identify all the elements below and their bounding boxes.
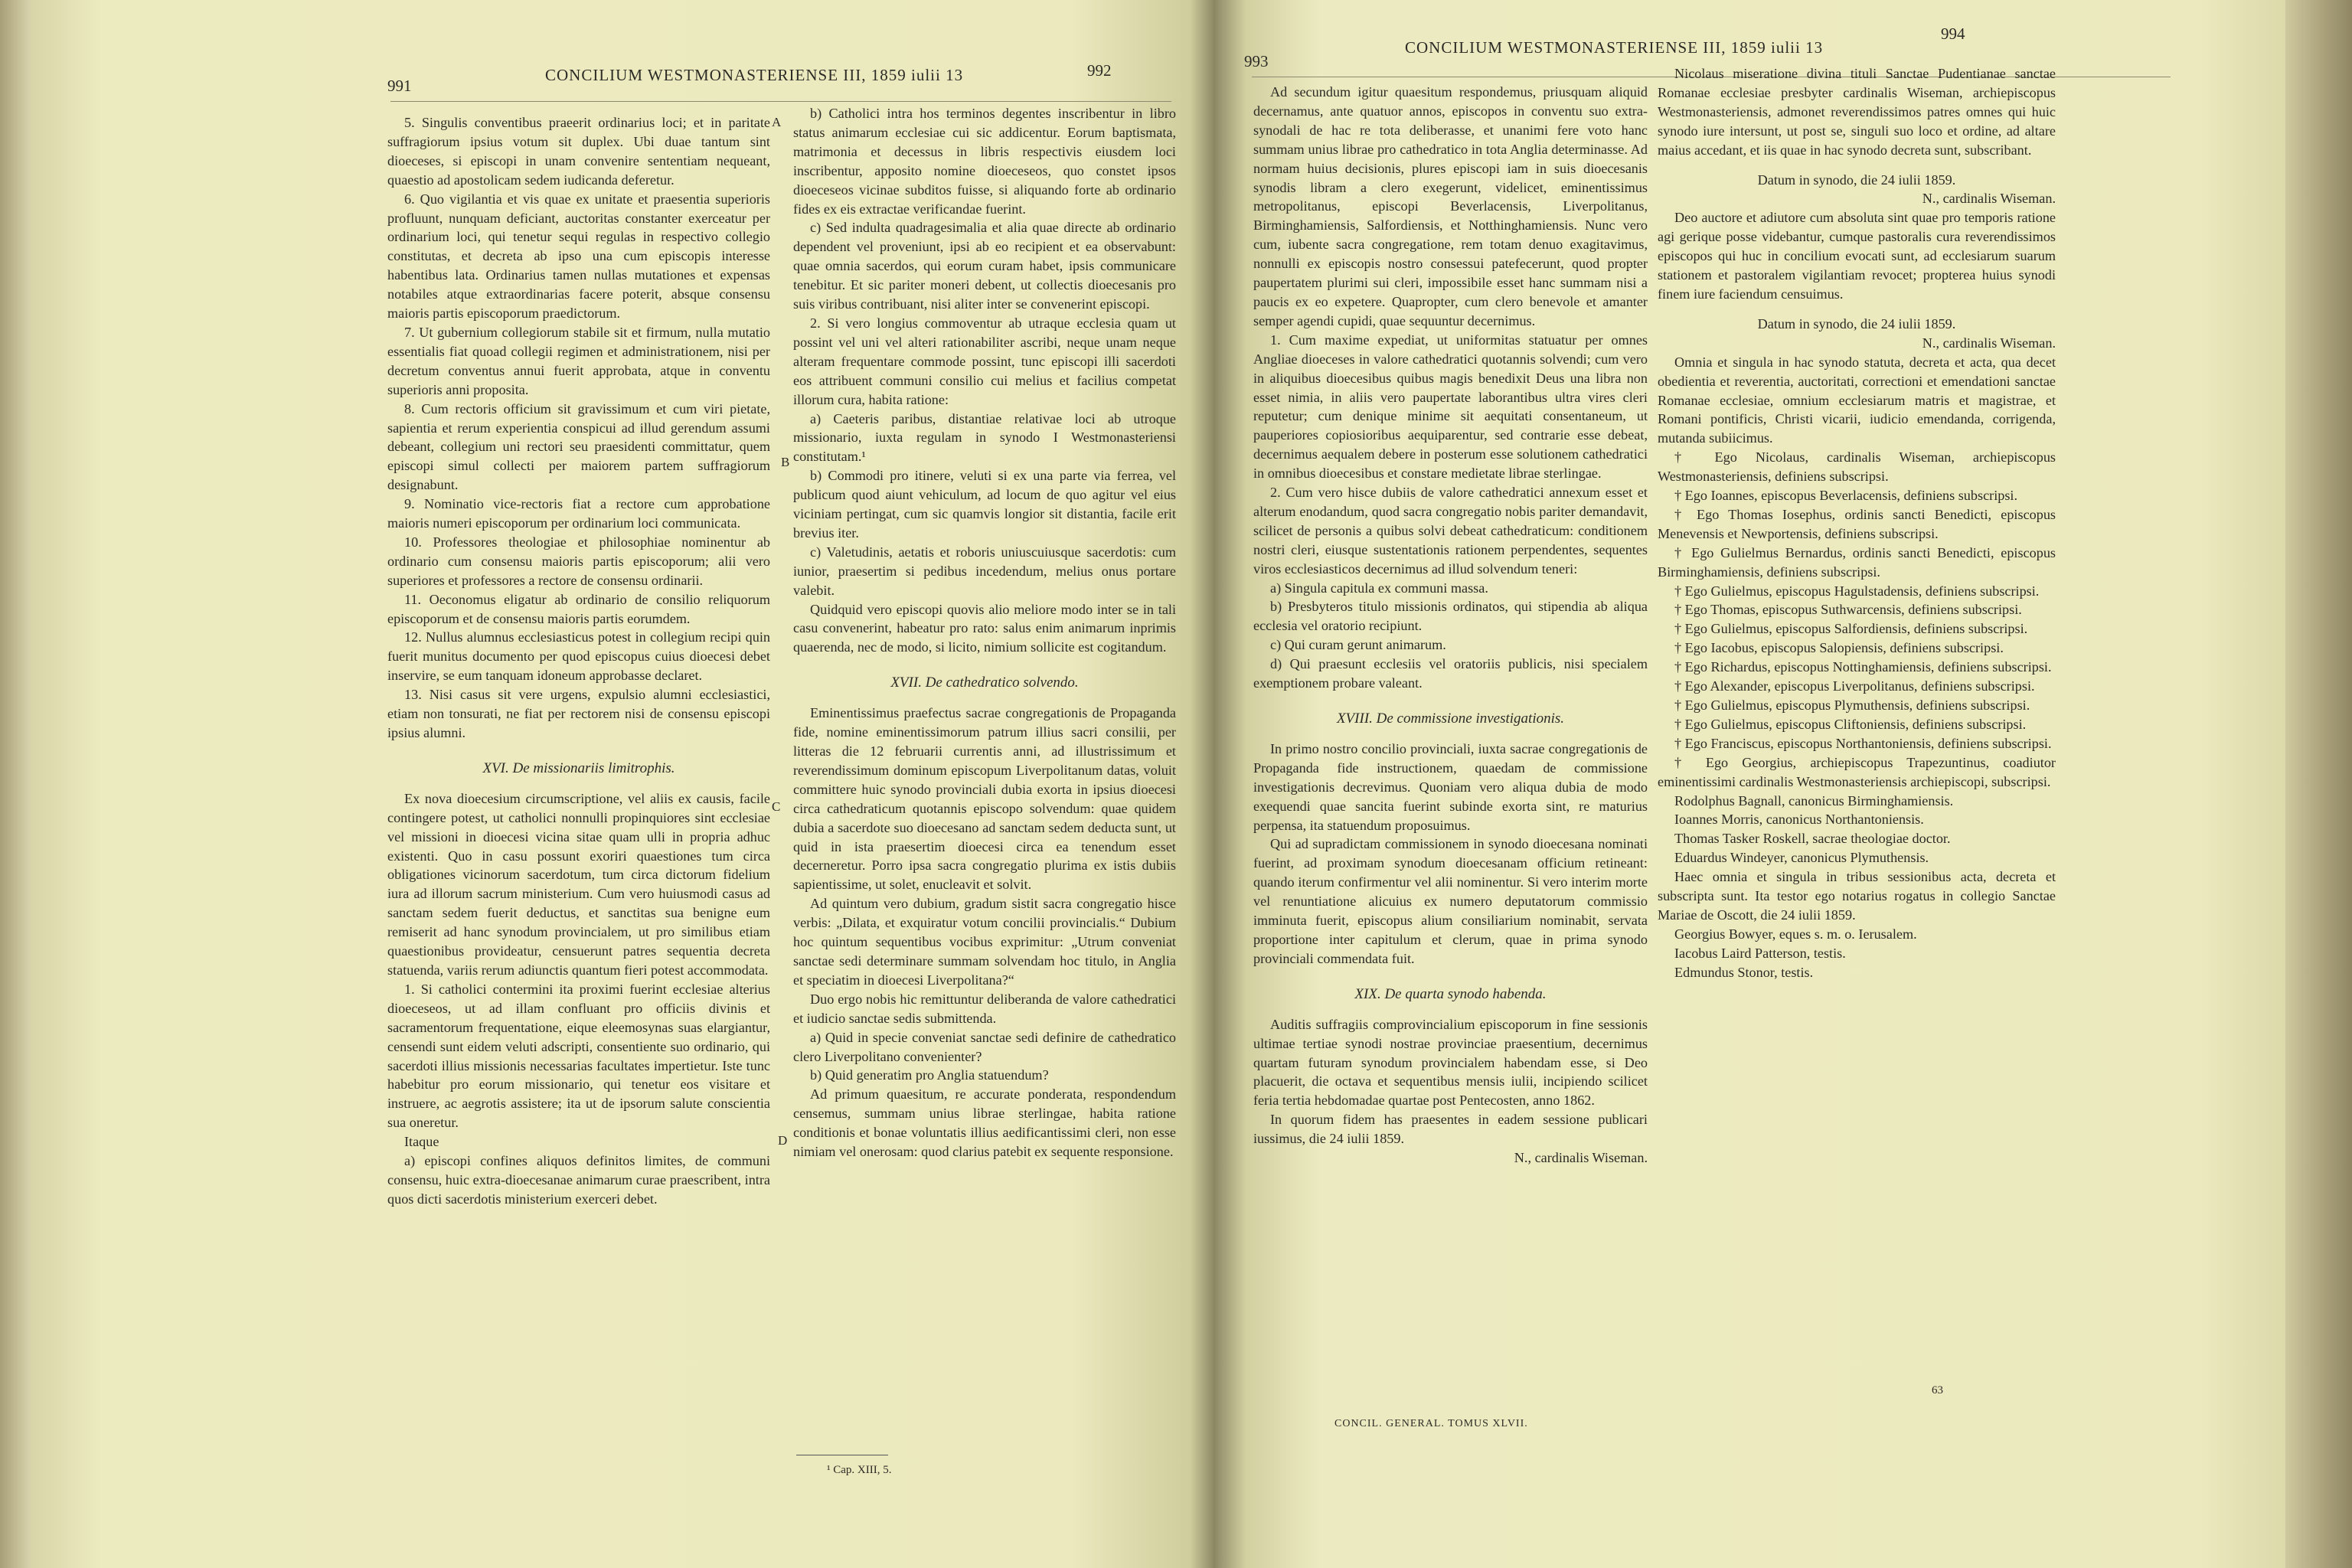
- running-head-left: CONCILIUM WESTMONASTERIENSE III, 1859 iulii 13: [545, 66, 964, 84]
- col2-paragraph: 2. Si vero longius commoventur ab utraque ecclesia quam ut possint vel uni vel alteri rationabiliter ascribi, neque unam neque alteram frequentare commode possint, tunc episcopi illi sacerdoti eos attribuent communi consilio cui melius et facilius competat illorum cura, habita ratione:: [793, 315, 1176, 407]
- margin-letter-c: C: [772, 799, 781, 814]
- dated-line: Datum in synodo, die 24 iulii 1859.: [1757, 315, 1956, 332]
- right-page: [1214, 0, 2285, 1568]
- col2-paragraph: a) Caeteris paribus, distantiae relativae loci ab utroque missionario, iuxta regulam in synodo I Westmonasteriensi constitutam.¹: [793, 410, 1176, 465]
- left-page: [31, 0, 1214, 1568]
- column-4: [1658, 64, 2056, 982]
- col2-paragraph: b) Catholici intra hos terminos degentes inscribentur in libro status animarum ecclesiae cui sic addicentur. Eorum baptismata, matrimonia et decessus in libris respectivis eiusdem loci inscribentur, apposito nomine dioeceseos, quo constet ipsos dioeceseos vicinae subditos fuisse, si aliquando forte ab ordinario fides ex eis extractae verificandae fuerint.: [793, 106, 1176, 217]
- col3-paragraph: Ad secundum igitur quaesitum respondemus, priusquam aliquid decernamus, ante quatuor annos, episcopos in conventu suo extra-synodali de hac re tota deliberasse, et unanimi fere voto hanc summam unius librae pro cathedratico in tota Anglia determinasse. Ad normam huius decisionis, plures episcopi iam in suis dioecesanis synodis libram a clero exegerunt, videlicet, eminentissimus metropolitanus, episcopi Beverlacensis, Liverpolitanus, Birminghamiensis, Salfordiensis, et Notthinghamiensis. Nunc vero cum, iubente sacra congregatione, rem totam denuo exagitavimus, nonnulli ex episcopis nostro consessui patefecerunt, quod propter paupertatem plurimi sui cleri, impossibile esset hanc summam nisi a paucis ex eo expetere. Quapropter, cum clero benevole et amanter semper agendi cupidi, quae sequuntur decernimus.: [1253, 84, 1648, 328]
- col1-paragraph: Ex nova dioecesium circumscriptione, vel aliis ex causis, facile contingere potest, ut catholici nonnulli propinquiores sint ecclesiae vel missioni in dioecesi vicina sitae quam ulli in propria adhuc existenti. Quo in casu possunt exoriri quaestiones tum circa obligationes vicinorum sacerdotum, tum circa dictorum fidelium iura ad illorum sacrum ministerium. Cum vero huiusmodi casus ad sanctam sedem fuerit deductus, et sanctitas sua benigne eum remiserit ad hanc synodum provincialem, ut pro similibus etiam quaestionibus provideatur, censuerunt patres sequentia decreta statuenda, variis rerum adiunctis quantum fieri potest accommodata.: [387, 790, 770, 978]
- col1-paragraph: 1. Si catholici contermini ita proximi fuerint ecclesiae alterius dioeceseos, ut ad illam confluant pro officiis divinis et sacramentorum frequentatione, eique eleemosynas suas elargiantur, censendi sunt eidem veluti adscripti, consentiente suo ordinario, qui sacerdoti illius missionis necessarias facultates impertietur. Iste tunc habebitur pro eorum missionario, qui tenetur eos visitare et instruere, ac aegrotis assistere; ita ut de ipsorum salute conscientia sua oneretur.: [387, 981, 770, 1131]
- footnote: ¹ Cap. XIII, 5.: [827, 1464, 892, 1476]
- col4-paragraph: Georgius Bowyer, eques s. m. o. Ierusalem.: [1674, 926, 1917, 942]
- col4-paragraph: † Ego Gulielmus, episcopus Hagulstadensis, definiens subscripsi.: [1674, 583, 2040, 599]
- col4-paragraph: Thomas Tasker Roskell, sacrae theologiae doctor.: [1674, 831, 1951, 847]
- col2-paragraph: a) Quid in specie conveniat sanctae sedi definire de cathedratico clero Liverpolitano convenienter?: [793, 1029, 1176, 1064]
- bottom-signature-line: CONCIL. GENERAL. TOMUS XLVII.: [1334, 1418, 1528, 1429]
- col1-paragraph: 5. Singulis conventibus praeerit ordinarius loci; et in paritate suffragiorum ipsius votum sit duplex. Ubi duae tantum sint dioeceses, si episcopi in unam convenire sententiam nequeant, quaestio ad apostolicam sedem iudicanda deferetur.: [387, 115, 770, 188]
- section-heading: XVI. De missionariis limitrophis.: [482, 760, 675, 776]
- col1-paragraph: 8. Cum rectoris officium sit gravissimum et cum viri pietate, sapientia et rerum experientia conspicui ad illud gerendum assumi debeant, collegium uni rectori seu praesidenti committatur, quem episcopi simul collecti per maiorem partem suffragiorum designabunt.: [387, 400, 770, 493]
- section-heading: XVII. De cathedratico solvendo.: [890, 675, 1079, 691]
- col2-paragraph: b) Quid generatim pro Anglia statuendum?: [810, 1067, 1049, 1083]
- col4-paragraph: † Ego Alexander, episcopus Liverpolitanus, definiens subscripsi.: [1674, 678, 2035, 694]
- col4-paragraph: † Ego Thomas, episcopus Suthwarcensis, definiens subscripsi.: [1674, 602, 2022, 618]
- signature-name: N., cardinalis Wiseman.: [1922, 335, 2056, 351]
- col4-paragraph: † Ego Gulielmus, episcopus Salfordiensis, definiens subscripsi.: [1674, 621, 2028, 637]
- col3-paragraph: Qui ad supradictam commissionem in synodo dioecesana nominati fuerint, ad proximam synodum dioecesanam officium retineant: quando iterum confirmentur vel alii nominentur. Si vero interim morte vel renuntiatione alicuius ex numero deputatorum commissio imminuta fuerit, episcopus alium consiliarium nominabit, servata proportione inter capitulum et clerum, quae in prima synodo provinciali commendata fuit.: [1253, 836, 1648, 966]
- margin-letter-d: D: [778, 1133, 788, 1148]
- col3-paragraph: In primo nostro concilio provinciali, iuxta sacrae congregationis de Propaganda fide instructionem, quaedam de commissione investigationis decrevimus. Quoniam vero aliqua dubia de modo exequendi quae sancita fuerint subinde exorta sint, re maturius perpensa, ita statuendum proposuimus.: [1253, 740, 1648, 833]
- book-edge-right: [2285, 0, 2352, 1568]
- header-rule-left: [390, 101, 1171, 102]
- col2-paragraph: Quidquid vero episcopi quovis alio meliore modo inter se in tali casu convenerint, habeatur pro rato: salus enim animarum inprimis quaerenda, nec de modo, si licito, nimium sollicite est cogitandum.: [793, 601, 1176, 655]
- col4-paragraph: † Ego Georgius, archiepiscopus Trapezuntinus, coadiutor eminentissimi cardinalis Westmonasteriensis archiepiscopi, subscripsi.: [1658, 754, 2056, 789]
- col3-paragraph: In quorum fidem has praesentes in eadem sessione publicari iussimus, die 24 iulii 1859.: [1253, 1112, 1648, 1147]
- page-number-991: 991: [387, 77, 412, 95]
- running-head-right: CONCILIUM WESTMONASTERIENSE III, 1859 iulii 13: [1405, 38, 1824, 57]
- col3-paragraph: 2. Cum vero hisce dubiis de valore cathedratici annexum esset et alterum enodandum, quod sacra congregatio nobis pariter demandavit, scilicet de personis a quibus solvi debeat cathedraticum: conditionem nostri cleri, eiusque sustentationis rationem perpendentes, sequentes viros ecclesiasticos decernimus ad illud solvendum teneri:: [1253, 485, 1648, 577]
- col1-paragraph: 10. Professores theologiae et philosophiae nominentur ab ordinario cum consensu maioris partis episcoporum; alii vero superiores et professores a rectore de consensu ordinarii.: [387, 534, 770, 588]
- section-heading: XIX. De quarta synodo habenda.: [1354, 985, 1547, 1002]
- col1-paragraph: 6. Quo vigilantia et vis quae ex unitate et praesentia superioris profluunt, nunquam deficiant, auctoritas constanter exerceatur per ordinarium loci, qui tenetur sequi regulas in respectivo collegio constitutas, et decreta ab ipso una cum episcopis interesse habentibus lata. Ordinarius tamen nullas mutationes et expensas notabiles atque extraordinarias facere poterit, absque consensu maioris partis episcoporum praedictorum.: [387, 191, 770, 322]
- col4-paragraph: † Ego Ioannes, episcopus Beverlacensis, definiens subscripsi.: [1674, 488, 2018, 504]
- column-2: [793, 104, 1176, 1161]
- signature-mark: 63: [1932, 1384, 1943, 1396]
- page-number-992: 992: [1087, 61, 1112, 80]
- col4-paragraph: Nicolaus miseratione divina tituli Sanctae Pudentianae sanctae Romanae ecclesiae presbyter cardinalis Wiseman, archiepiscopus Westmonasteriensis, admonet reverendissimos patres omnes qui huic synodo iure intersunt, ut post se, singuli suo loco et ordine, ad altare maius accedant, et iis quae in hac synodo decreta sunt, subscribant.: [1658, 66, 2056, 158]
- col1-paragraph: 11. Oeconomus eligatur ab ordinario de consilio reliquorum episcoporum et de consensu maioris partis eorumdem.: [387, 591, 770, 626]
- col4-paragraph: Haec omnia et singula in tribus sessionibus acta, decreta et subscripta sunt. Ita testor ego notarius rogatus in collegio Sanctae Mariae de Oscott, die 24 iulii 1859.: [1658, 869, 2056, 923]
- dated-line: Datum in synodo, die 24 iulii 1859.: [1757, 172, 1956, 188]
- col2-paragraph: Eminentissimus praefectus sacrae congregationis de Propaganda fide, nomine eminentissimorum patrum illius sacri consilii, per litteras die 12 februarii currentis anni, ad illustrissimum et reverendissimum dominum episcopum Liverpolitanum datas, voluit committere huic synodo provinciali dubia exorta in ipsius dioecesi circa cathedraticum quotannis episcopo solvendum: quae quidem dubia a sacerdote suo dioecesano ad sanctam sedem deducta sunt, ut quid in ista praesertim dioecesi circa ea tenendum esset decerneretur. Porro ipsa sacra congregatio plurima ex istis dubiis sapientissime, ut solet, enucleavit et solvit.: [793, 705, 1176, 893]
- signature-name: N., cardinalis Wiseman.: [1514, 1150, 1648, 1166]
- col1-paragraph: 13. Nisi casus sit vere urgens, expulsio alumni ecclesiastici, etiam non tonsurati, ne fiat per rectorem nisi de consensu episcopi ipsius alumni.: [387, 687, 770, 740]
- col2-paragraph: Ad primum quaesitum, re accurate ponderata, respondendum censemus, summam unius librae sterlingae, habita ratione conditionis et bonae voluntatis illius aedificantissimi cleri, non esse nimiam vel onerosam: quod clarius patebit ex sequente responsione.: [793, 1086, 1176, 1160]
- column-1: [387, 113, 770, 1209]
- col4-paragraph: Omnia et singula in hac synodo statuta, decreta et acta, qua decet obedientia et reverentia, auctoritati, correctioni et emendationi sanctae Romanae ecclesiae, omnium ecclesiarum matris et magistrae, et Romani pontificis, Christi vicarii, iudicio emendanda, corrigenda, mutanda subiicimus.: [1658, 354, 2056, 446]
- margin-letter-b: B: [781, 455, 790, 469]
- section-heading: XVIII. De commissione investigationis.: [1336, 710, 1565, 727]
- col3-paragraph: d) Qui praesunt ecclesiis vel oratoriis publicis, nisi specialem exemptionem probare valeant.: [1253, 656, 1648, 691]
- col4-paragraph: Eduardus Windeyer, canonicus Plymuthensis.: [1674, 850, 1929, 866]
- col4-paragraph: Deo auctore et adiutore cum absoluta sint quae pro temporis ratione agi gerique posse videbantur, cumque pastoralis cura reverendissimos episcopos qui huc in concilium evocati sunt, ad ecclesiarum suarum stationem et pastoralem vigilantiam revocet; propterea huius synodi finem iure faciendum censuimus.: [1658, 210, 2056, 302]
- col2-paragraph: c) Sed indulta quadragesimalia et alia quae directe ab ordinario dependent vel proveniunt, ipsi ab eo recipient et ea observabunt: quae omnia sacerdos, qui eorum curam habet, ipsis communicare tenebitur. Et sic pariter moneri debent, ut collectis dioecesanis pro suis viribus contribuant, nisi aliter inter se convenerint episcopi.: [793, 220, 1176, 312]
- col2-paragraph: b) Commodi pro itinere, veluti si ex una parte via ferrea, vel publicum quod aiunt vehiculum, ad locum de quo agitur vel eius viciniam pertingat, cum sic quamvis longior sit distantia, facile erit brevius iter.: [793, 468, 1176, 541]
- page-number-993: 993: [1244, 52, 1269, 70]
- col4-paragraph: † Ego Gulielmus Bernardus, ordinis sancti Benedicti, episcopus Birminghamiensis, definiens subscripsi.: [1658, 544, 2056, 580]
- col3-paragraph: Auditis suffragiis comprovincialium episcoporum in fine sessionis ultimae tertiae synodi nostrae provinciae praesentium, decernimus quartam futuram synodum provincialem habendam esse, si Deo placuerit, die octava et sequentibus mensis iulii, incipiendo scilicet feria tertia hebdomadae quartae post Pentecosten, anno 1862.: [1253, 1016, 1648, 1109]
- col2-paragraph: c) Valetudinis, aetatis et roboris uniuscuiusque sacerdotis: cum iunior, praesertim si pedibus incedendum, melius onus portare valebit.: [793, 544, 1176, 598]
- col3-paragraph: c) Qui curam gerunt animarum.: [1270, 637, 1446, 653]
- col4-paragraph: Ioannes Morris, canonicus Northantoniensis.: [1674, 812, 1924, 828]
- col2-paragraph: Ad quintum vero dubium, gradum sistit sacra congregatio hisce verbis: „Dilata, et exquiratur votum concilii provincialis.“ Dubium hoc quintum sequentibus vocibus exprimitur: „Utrum conveniat sanctae sedi determinare summam solvendam hoc titulo, in Anglia et speciatim in dioecesi Liverpolitana?“: [793, 896, 1176, 988]
- col1-paragraph: 12. Nullus alumnus ecclesiasticus potest in collegium recipi quin fuerit munitus documento per quod episcopus cuius dioecesi debet inservire, se eum tanquam idoneum approbasse declaret.: [387, 629, 770, 684]
- col1-paragraph: 9. Nominatio vice-rectoris fiat a rectore cum approbatione maioris numeri episcoporum per ordinarium loci communicata.: [387, 496, 770, 531]
- col3-paragraph: b) Presbyteros titulo missionis ordinatos, qui stipendia ab aliqua ecclesia vel oratorio recipiunt.: [1253, 599, 1648, 634]
- col4-paragraph: Rodolphus Bagnall, canonicus Birminghamiensis.: [1674, 792, 1954, 808]
- col4-paragraph: † Ego Richardus, episcopus Nottinghamiensis, definiens subscripsi.: [1674, 659, 2052, 675]
- page-number-994: 994: [1941, 24, 1965, 43]
- col4-paragraph: † Ego Franciscus, episcopus Northantoniensis, definiens subscripsi.: [1674, 735, 2052, 751]
- col1-paragraph: 7. Ut gubernium collegiorum stabile sit et firmum, nulla mutatio essentialis fiat quoad collegii regimen et administrationem, nisi per decretum conventus annui fuerit approbata, atque in conventu superioris anni proposita.: [387, 324, 770, 397]
- col4-paragraph: Iacobus Laird Patterson, testis.: [1674, 945, 1846, 961]
- col3-paragraph: 1. Cum maxime expediat, ut uniformitas statuatur per omnes Angliae dioeceses in valore cathedratici quotannis solvendi; cum vero in aliquibus dioecesibus quibus magis benedixit Deus una libra non esset nimia, in aliis vero paupertate laborantibus ultra vires cleri reputetur; cum denique minime sit aequitati consentaneum, ut pauperiores copiosioribus aequiparentur, sed contrarie esse debeat, decernimus aequalem debere in posterum esse solutionem cathedratici in omnibus dioecesibus et constare medietate librae sterlingae.: [1253, 332, 1648, 482]
- col4-paragraph: † Ego Nicolaus, cardinalis Wiseman, archiepiscopus Westmonasteriensis, definiens subscripsi.: [1658, 449, 2056, 485]
- margin-letter-a: A: [772, 115, 782, 129]
- col4-paragraph: Edmundus Stonor, testis.: [1674, 964, 1814, 980]
- col3-paragraph: a) Singula capitula ex communi massa.: [1270, 580, 1488, 596]
- col1-paragraph: a) episcopi confines aliquos definitos limites, de communi consensu, huic extra-dioecesanae animarum curae praescribent, intra quos dicti sacerdotis ministerium exerceri debet.: [387, 1153, 770, 1207]
- column-3: [1253, 83, 1648, 1168]
- col4-paragraph: † Ego Gulielmus, episcopus Plymuthensis, definiens subscripsi.: [1674, 697, 2030, 713]
- signature-name: N., cardinalis Wiseman.: [1922, 191, 2056, 207]
- col4-paragraph: † Ego Iacobus, episcopus Salopiensis, definiens subscripsi.: [1674, 640, 2004, 656]
- book-edge-left: [0, 0, 31, 1568]
- col1-paragraph: Itaque: [404, 1134, 439, 1150]
- col2-paragraph: Duo ergo nobis hic remittuntur deliberanda de valore cathedratici et iudicio sanctae sedis submittenda.: [793, 991, 1176, 1026]
- col4-paragraph: † Ego Gulielmus, episcopus Cliftoniensis, definiens subscripsi.: [1674, 716, 2027, 732]
- col4-paragraph: † Ego Thomas Iosephus, ordinis sancti Benedicti, episcopus Menevensis et Newportensis, definiens subscripsi.: [1658, 506, 2056, 541]
